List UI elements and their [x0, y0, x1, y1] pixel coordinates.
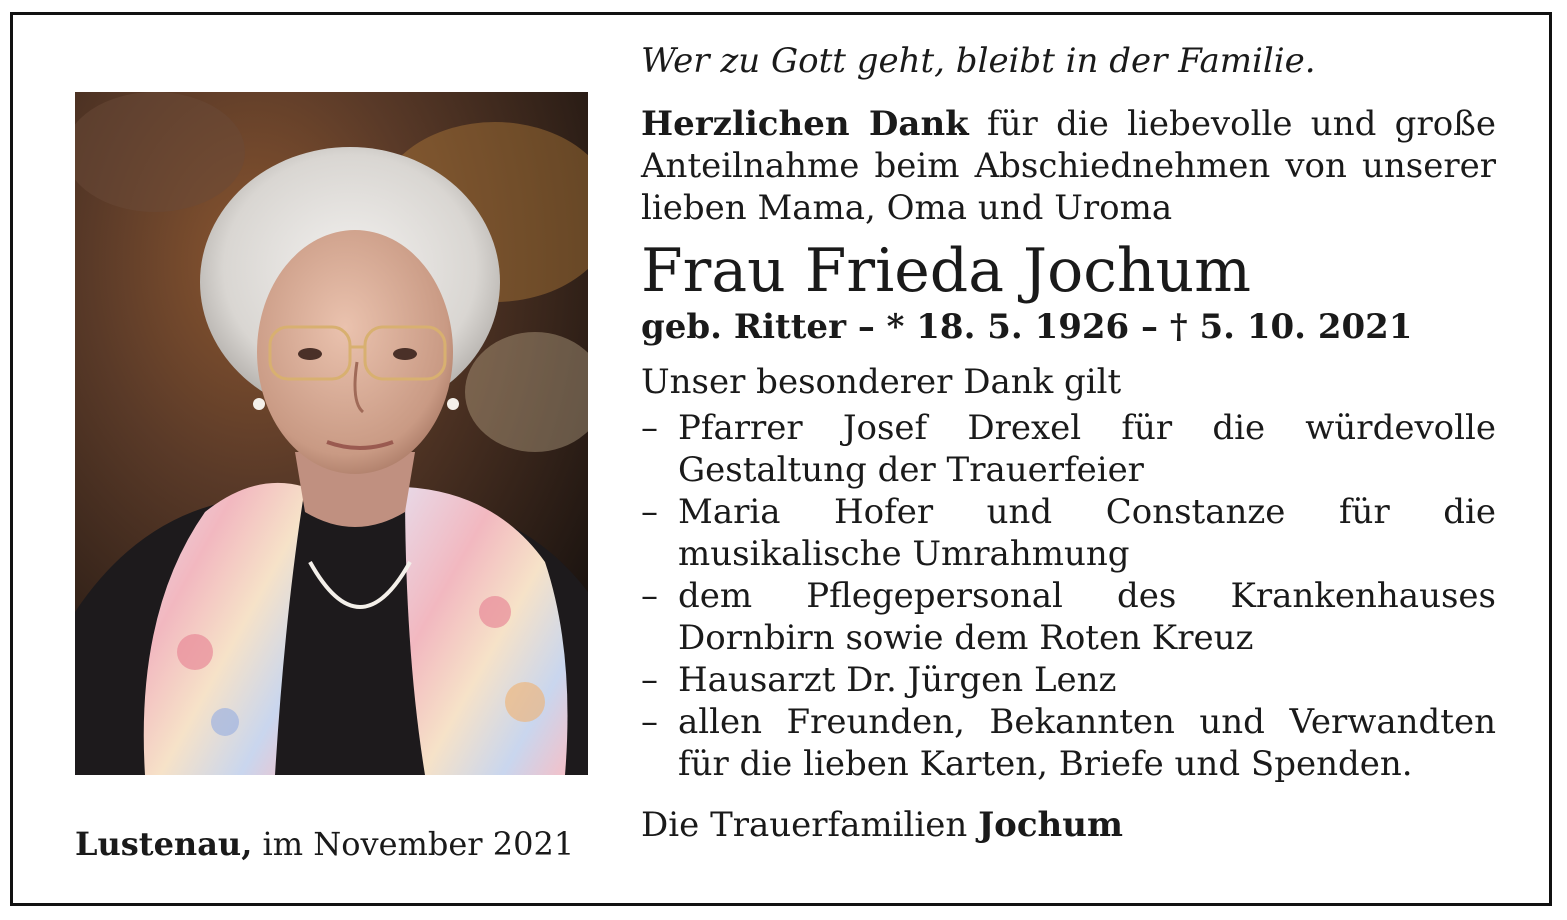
- obituary-card: [10, 12, 1552, 906]
- text-column: [641, 41, 1496, 845]
- place-date-text: im November 2021: [252, 825, 575, 863]
- portrait-illustration: [75, 92, 588, 775]
- thanks-heading: Herzlichen Dank: [641, 104, 969, 144]
- place-date-line: [75, 825, 574, 863]
- special-thanks-intro: Unser besonderer Dank gilt: [641, 362, 1122, 402]
- dash-bullet: –: [641, 660, 658, 700]
- list-item: [641, 491, 1496, 575]
- special-thanks-list: [641, 407, 1496, 785]
- dash-bullet: –: [641, 576, 658, 616]
- list-item-text: dem Pflegepersonal des Krankenhauses Dornbirn sowie dem Roten Kreuz: [678, 576, 1496, 658]
- list-item-text: allen Freunden, Bekannten und Verwandten für die lieben Karten, Briefe und Spenden.: [678, 702, 1496, 784]
- signature-text: Die Trauerfamilien: [641, 805, 979, 845]
- list-item: [641, 407, 1496, 491]
- birth-death-dates: geb. Ritter – * 18. 5. 1926 – † 5. 10. 2021: [641, 307, 1413, 347]
- motto: Wer zu Gott geht, bleibt in der Familie.: [641, 41, 1316, 81]
- portrait-photo: [75, 92, 588, 775]
- thanks-text: für die liebevolle und große Anteilnahme beim Abschiednehmen von unserer lieben Mama, Oma und Uroma: [641, 104, 1496, 228]
- list-item-text: Pfarrer Josef Drexel für die würdevolle Gestaltung der Trauerfeier: [678, 408, 1496, 490]
- list-item-text: Maria Hofer und Constanze für die musikalische Umrahmung: [678, 492, 1496, 574]
- list-item: [641, 659, 1496, 701]
- list-item: [641, 701, 1496, 785]
- dash-bullet: –: [641, 492, 658, 532]
- dash-bullet: –: [641, 702, 658, 742]
- thanks-paragraph: [641, 103, 1496, 229]
- place-name: Lustenau,: [75, 825, 253, 863]
- signature: [641, 805, 1496, 845]
- dash-bullet: –: [641, 408, 658, 448]
- deceased-name: Frau Frieda Jochum: [641, 236, 1252, 306]
- family-name: Jochum: [978, 805, 1123, 845]
- list-item-text: Hausarzt Dr. Jürgen Lenz: [678, 660, 1117, 700]
- list-item: [641, 575, 1496, 659]
